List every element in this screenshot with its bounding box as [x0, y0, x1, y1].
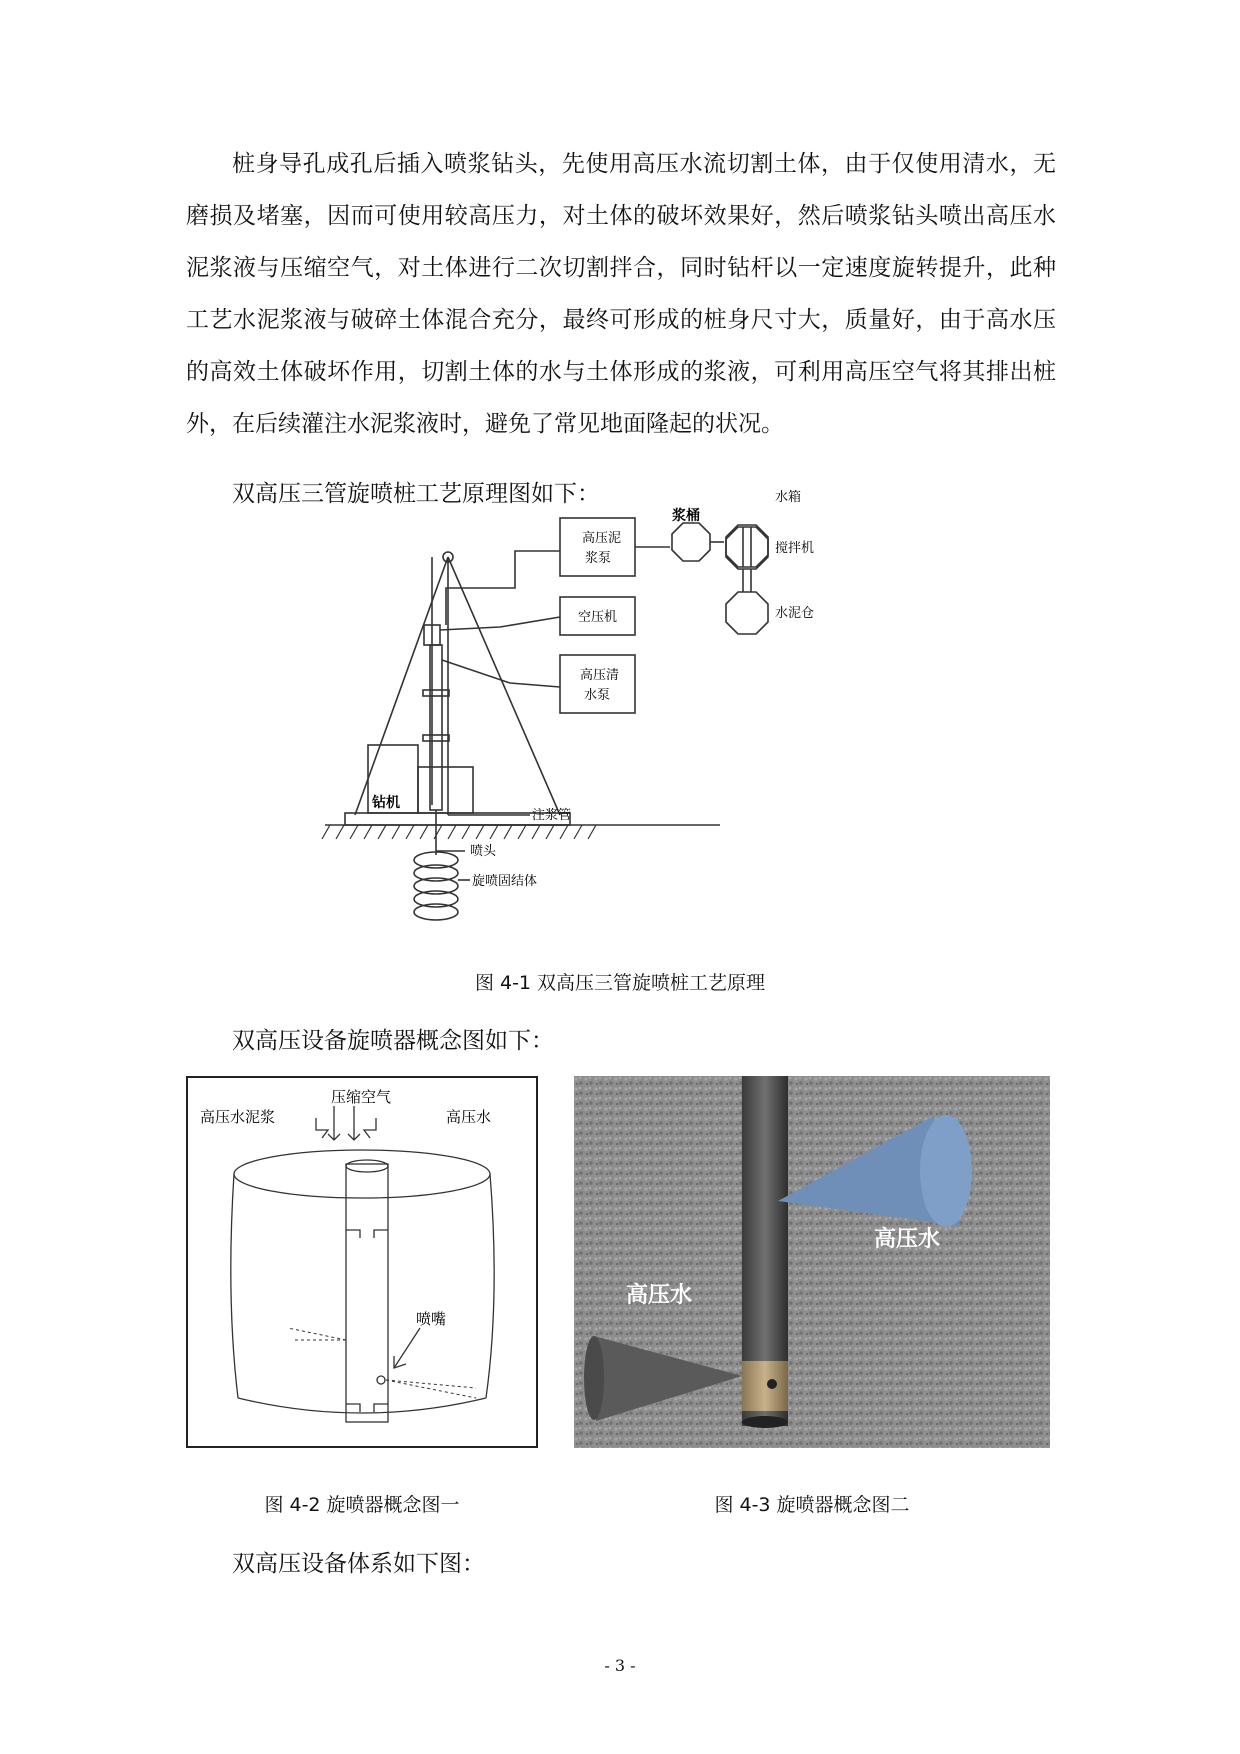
figure-4-2-diagram	[188, 1078, 536, 1446]
hp-cement-label: 高压水泥浆	[200, 1108, 276, 1126]
figure-4-1-caption: 图 4-1 双高压三管旋喷桩工艺原理	[474, 972, 766, 994]
air-compressor-label: 空压机	[578, 610, 618, 625]
nozzle-head-label: 喷头	[470, 844, 497, 859]
figure-4-1-diagram	[320, 490, 930, 945]
water-tank-label: 水箱	[775, 490, 802, 505]
page-number: - 3 -	[604, 1656, 636, 1675]
drill-rig-label: 钻机	[372, 795, 400, 811]
figure-system-intro: 双高压设备体系如下图：	[232, 1551, 485, 1577]
slurry-bucket-label: 浆桶	[672, 508, 700, 524]
paragraph-text: 桩身导孔成孔后插入喷浆钻头，先使用高压水流切割土体，由于仅使用清水，无磨损及堵塞，因而可使用较高压力，对土体的破坏效果好，然后喷浆钻头喷出高压水泥浆液与压缩空气，对土体进行二次切割拌合，同时钻杆以一定速度旋转提升，此种工艺水泥浆液与破碎土体混合充分，最终可形成的桩身尺寸大，质量好，由于高水压的高效土体破坏作用，切割土体的水与土体形成的浆液，可利用高压空气将其排出桩外，在后续灌注水泥浆液时，避免了常见地面隆起的状况。	[186, 151, 1056, 437]
figure-4-3-render	[574, 1076, 1050, 1448]
figure-4-3-caption: 图 4-3 旋喷器概念图二	[714, 1494, 910, 1516]
body-paragraph	[186, 138, 1056, 450]
figure-4-2-caption: 图 4-2 旋喷器概念图一	[264, 1494, 460, 1516]
hp-water-label-left: 高压水	[626, 1283, 693, 1308]
mixer-label: 搅拌机	[775, 541, 815, 556]
slurry-pump-label-1: 高压泥	[582, 531, 622, 546]
hp-water-label: 高压水	[446, 1108, 492, 1126]
slurry-pump-label-2: 浆泵	[585, 551, 612, 566]
figure1-intro: 双高压三管旋喷桩工艺原理图如下：	[232, 481, 600, 507]
figure2-intro: 双高压设备旋喷器概念图如下：	[232, 1028, 554, 1054]
water-pump-label-1: 高压清	[580, 668, 620, 683]
figure-4-2-frame	[186, 1076, 538, 1448]
compressed-air-label: 压缩空气	[331, 1088, 392, 1106]
grout-pipe-label: 注浆管	[532, 808, 572, 823]
hp-water-label-right: 高压水	[874, 1227, 941, 1252]
nozzle-label: 喷嘴	[416, 1310, 447, 1328]
cement-silo-label: 水泥仓	[775, 606, 815, 621]
water-pump-label-2: 水泵	[584, 688, 611, 703]
jet-body-label: 旋喷固结体	[472, 874, 538, 889]
